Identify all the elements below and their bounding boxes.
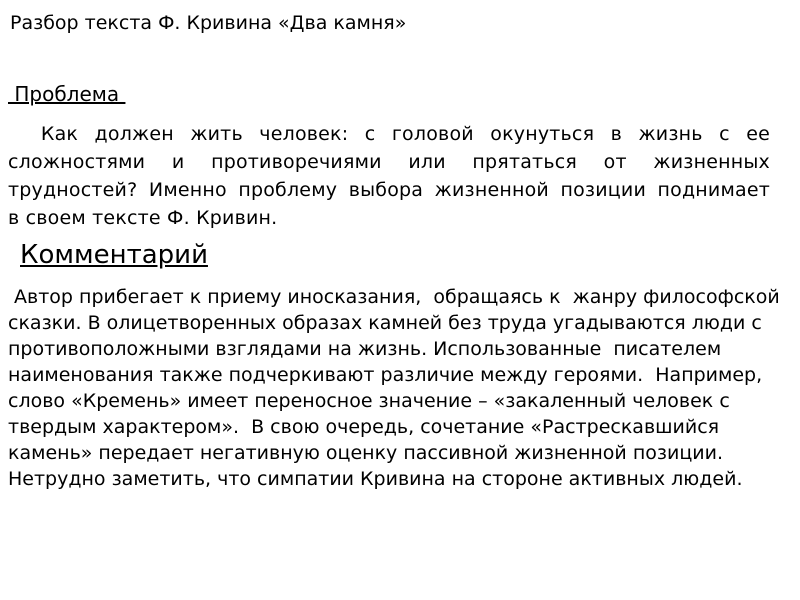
comment-paragraph: Автор прибегает к приему иносказания, обращаясь к жанру философской сказки. В олицетворенных образах камней без труда угадываются люди с противоположными взглядами на жизнь. Использованные писателем наименования также подчеркивают различие между героями. Например, слово «Кремень» имеет переносное значение – «закаленный человек с твердым характером». В свою очередь, сочетание «Растрескавшийся камень» передает негативную оценку пассивной жизненной позиции. Нетрудно заметить, что симпатии Кривина на стороне активных людей. [8, 286, 786, 490]
problem-paragraph: Как должен жить человек: с головой окунуться в жизнь с ее сложностями и противоречиями или прятаться от жизненных трудностей? Именно проблему выбора жизненной позиции поднимает в своем тексте Ф. Кривин. [8, 123, 795, 229]
slide-title: Разбор текста Ф. Кривина «Два камня» [10, 12, 407, 34]
problem-heading: Проблема [8, 82, 126, 106]
comment-heading: Комментарий [20, 240, 208, 270]
